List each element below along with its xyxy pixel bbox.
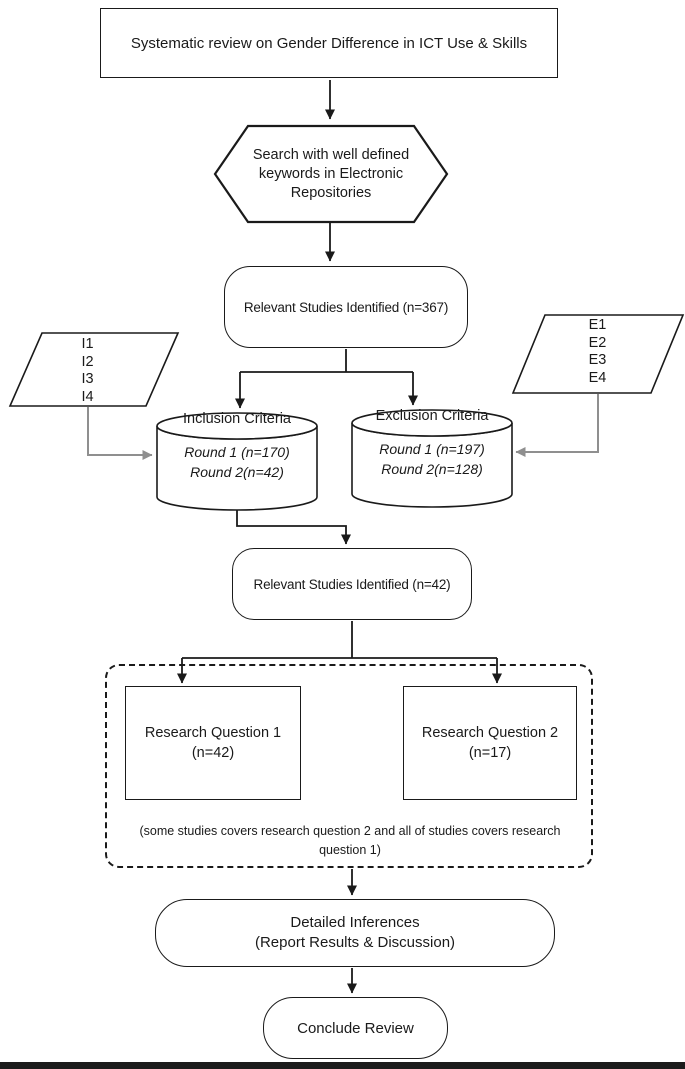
rq2-title: Research Question 2 (421, 725, 559, 741)
exclusion-code-item: E4 (588, 369, 607, 386)
identified-initial-node (224, 266, 468, 348)
exclusion-codes-list (540, 317, 655, 387)
inclusion-code-item: I3 (81, 371, 94, 387)
inclusion-round1: Round 1 (n=170) (184, 444, 290, 460)
page-bottom-edge (0, 1062, 685, 1069)
start-node-label: Systematic review on Gender Difference in ICT Use & Skills (130, 34, 528, 52)
rq1-count: (n=42) (191, 745, 235, 761)
exclusion-code-item: E1 (588, 317, 607, 333)
research-question-2-node (403, 686, 577, 800)
arrow-inclusion-to-identified-final (237, 509, 346, 544)
rq1-title: Research Question 1 (144, 725, 282, 741)
start-node (100, 8, 558, 78)
inferences-line1: Detailed Inferences (290, 914, 420, 931)
identified-initial-label: Relevant Studies Identified (n=367) (243, 299, 449, 315)
inclusion-code-item: I4 (81, 388, 94, 405)
search-node-line3: Repositories (290, 185, 372, 201)
conclude-label: Conclude Review (297, 1019, 414, 1037)
inclusion-codes-list (30, 336, 145, 406)
connector-split-criteria (240, 349, 413, 372)
rq2-count: (n=17) (468, 745, 512, 761)
research-questions-note: (some studies covers research question 2 and all of studies covers research question 1) (139, 824, 561, 858)
inferences-node (155, 899, 555, 967)
search-node-line2: keywords in Electronic (258, 166, 404, 182)
conclude-node (263, 997, 448, 1059)
exclusion-criteria-title: Exclusion Criteria (375, 408, 489, 424)
exclusion-code-item: E2 (588, 334, 607, 351)
exclusion-code-item: E3 (588, 352, 607, 368)
research-question-1-node (125, 686, 301, 800)
inclusion-code-item: I1 (81, 336, 94, 352)
arrow-inclusion-codes (88, 407, 152, 455)
exclusion-round1: Round 1 (n=197) (379, 441, 485, 457)
inclusion-criteria-title: Inclusion Criteria (183, 411, 291, 427)
inclusion-round2: Round 2(n=42) (190, 464, 284, 480)
identified-final-label: Relevant Studies Identified (n=42) (253, 576, 451, 592)
arrow-exclusion-codes (516, 394, 598, 452)
connector-split-research-questions (182, 621, 497, 658)
inferences-line2: (Report Results & Discussion) (254, 934, 456, 951)
inclusion-code-item: I2 (81, 353, 94, 370)
identified-final-node (232, 548, 472, 620)
exclusion-round2: Round 2(n=128) (381, 461, 483, 477)
search-node-line1: Search with well defined (252, 147, 410, 163)
search-node-label (216, 146, 446, 203)
